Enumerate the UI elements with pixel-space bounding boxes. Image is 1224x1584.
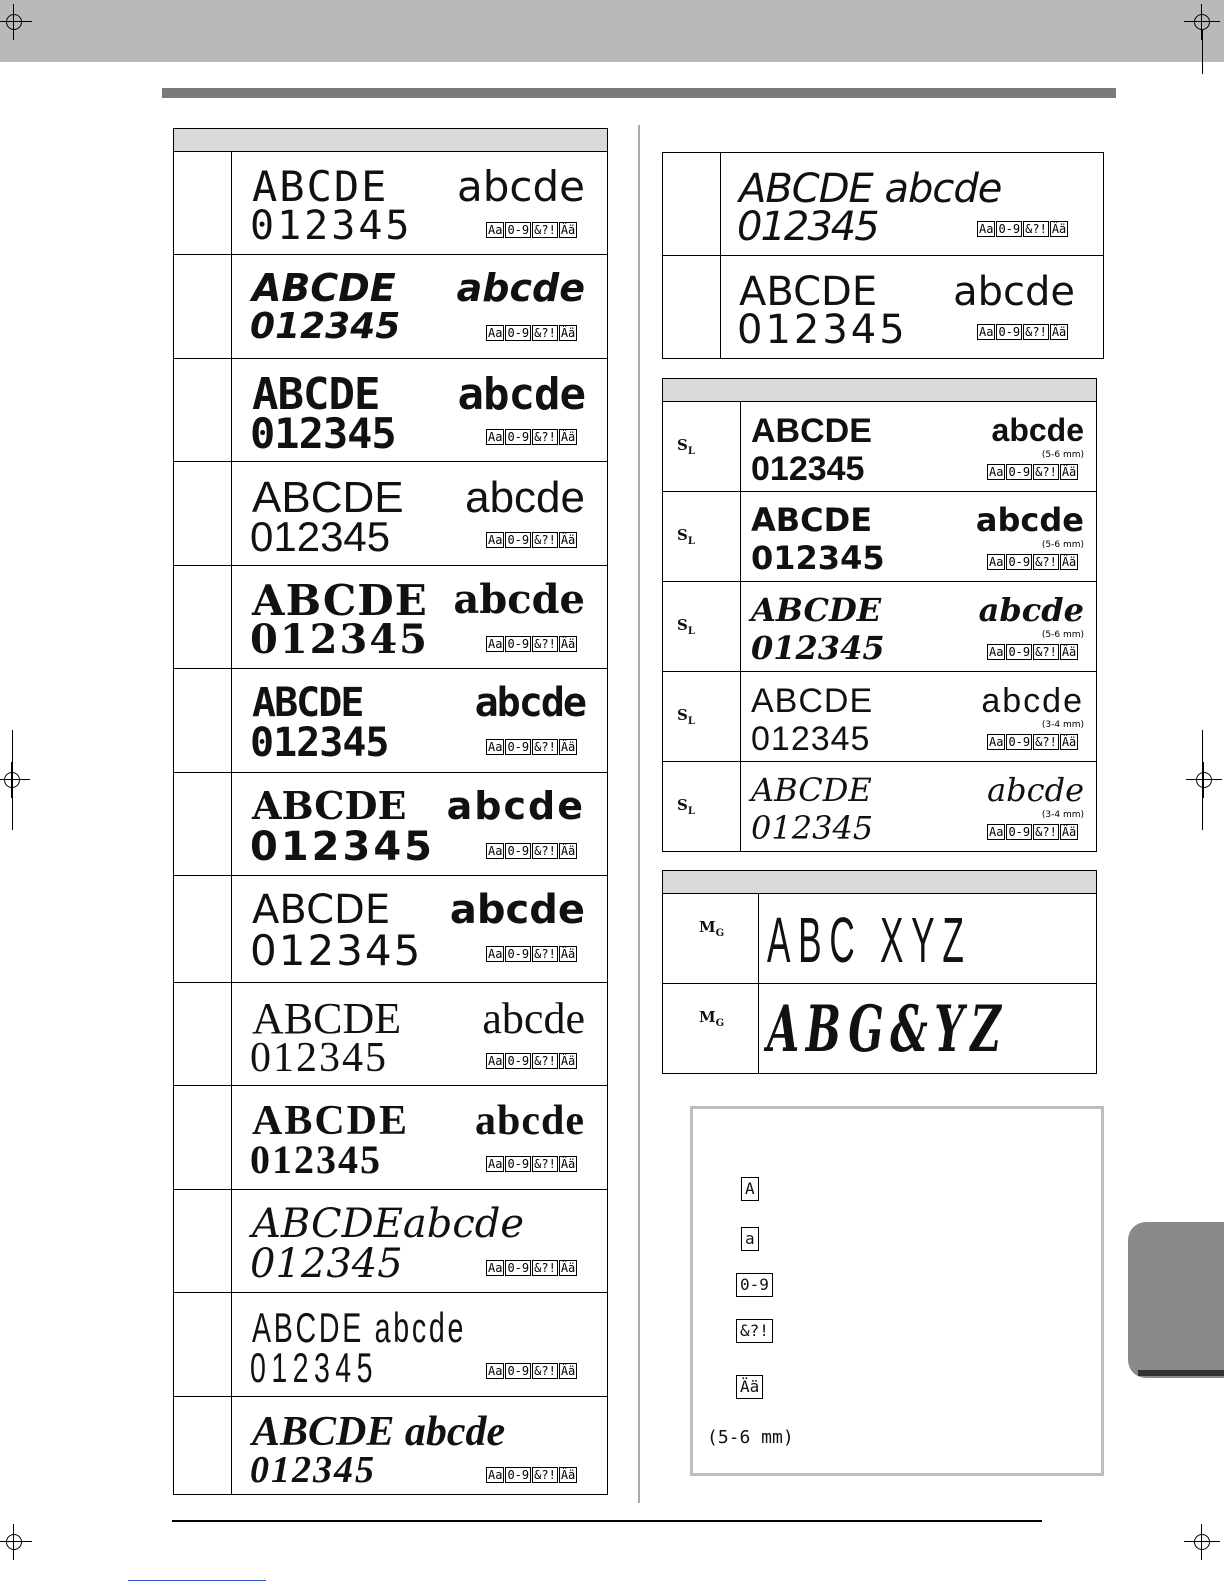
- charset-chip: Aa: [488, 947, 503, 961]
- charset-chip: 0-9: [507, 1261, 530, 1275]
- font-sample-lowercase: abcde: [475, 1098, 585, 1144]
- font-sample-cell: [232, 1293, 607, 1396]
- font-sample-digits: 012345: [250, 1137, 382, 1182]
- character-set-chips: [987, 734, 1078, 750]
- charset-chip: Ää: [560, 1468, 576, 1482]
- font-number-cell: [174, 152, 232, 254]
- charset-chip: 0-9: [507, 947, 530, 961]
- monogram-row: [663, 894, 1096, 984]
- font-number-cell: [174, 462, 232, 565]
- charset-chip: 0-9: [1008, 465, 1031, 479]
- legend-box: [690, 1106, 1104, 1476]
- font-table-right-top: [662, 152, 1104, 359]
- monogram-icon: $M_G$: [699, 1008, 725, 1029]
- legend-item-accented: [736, 1375, 763, 1399]
- font-row: [174, 152, 607, 255]
- crop-mark: [12, 730, 13, 830]
- charset-chip: Aa: [979, 222, 994, 236]
- charset-chip: Ää: [560, 740, 576, 754]
- charset-chip: 0-9: [1008, 825, 1031, 839]
- font-sample-uppercase: ABCDEabcde: [252, 1201, 525, 1247]
- small-font-icon: $S_L$: [677, 436, 695, 457]
- character-set-chips: [987, 464, 1078, 480]
- column-divider: [638, 125, 640, 1503]
- font-row: [174, 1086, 607, 1190]
- font-sample-lowercase: abcde: [991, 412, 1084, 448]
- charset-chip: 0-9: [507, 1157, 530, 1171]
- font-row: [174, 669, 607, 773]
- legend-size-note: (5-6 mm): [707, 1427, 794, 1448]
- legend-item-numbers: [736, 1273, 773, 1297]
- charset-chip: Aa: [488, 637, 503, 651]
- font-sample-lowercase: abcde: [453, 576, 585, 623]
- font-sample-lowercase: abcde: [978, 591, 1084, 629]
- font-sample-cell: [232, 1397, 607, 1494]
- character-set-chips: [486, 843, 577, 859]
- charset-chip: &?!: [534, 740, 556, 754]
- font-sample-uppercase: ABCDE: [252, 473, 404, 522]
- font-row: [663, 256, 1103, 358]
- character-set-chips: [486, 429, 577, 445]
- charset-chip: Aa: [989, 465, 1004, 479]
- font-icon-cell: [663, 984, 759, 1074]
- font-sample-uppercase: ABCDE: [751, 501, 873, 539]
- font-sample-uppercase: ABCDE: [252, 576, 428, 625]
- character-set-chips: [486, 1156, 577, 1172]
- charset-chip: &?!: [534, 1364, 556, 1378]
- font-sample-uppercase: ABCDE: [252, 994, 402, 1043]
- table-header: [663, 871, 1096, 894]
- font-number-cell: [174, 669, 232, 772]
- size-note: (5-6 mm): [1041, 540, 1084, 550]
- charset-chip: 0-9: [507, 430, 530, 444]
- charset-chip: Aa: [989, 555, 1004, 569]
- uppercase-icon: A: [741, 1177, 759, 1201]
- font-sample-cell: [232, 1086, 607, 1189]
- font-sample-cell: [232, 359, 607, 461]
- font-sample-digits: 012345: [250, 203, 413, 249]
- small-font-icon: $S_L$: [677, 706, 695, 727]
- charset-chip: 0-9: [507, 1054, 530, 1068]
- monogram-table: [662, 870, 1097, 1074]
- font-number-cell: [174, 1293, 232, 1396]
- font-sample-digits: 012345: [250, 1035, 388, 1081]
- charset-chip: &?!: [534, 430, 556, 444]
- symbols-icon: &?!: [736, 1319, 773, 1343]
- font-sample-lowercase: abcde: [975, 501, 1084, 539]
- charset-chip: Ää: [560, 844, 576, 858]
- small-font-row: [663, 582, 1096, 672]
- font-sample-cell: [232, 669, 607, 772]
- small-font-row: [663, 672, 1096, 762]
- size-note: (3-4 mm): [1041, 810, 1084, 820]
- font-sample-cell: [232, 1190, 607, 1292]
- character-set-chips: [977, 324, 1068, 340]
- charset-chip: &?!: [534, 1261, 556, 1275]
- charset-chip: &?!: [1025, 325, 1047, 339]
- font-number-cell: [174, 1086, 232, 1189]
- accented-icon: Ää: [736, 1375, 763, 1399]
- font-sample-uppercase: ABCDE: [252, 369, 380, 420]
- lowercase-icon: a: [741, 1227, 759, 1251]
- charset-chip: Ää: [1061, 555, 1077, 569]
- character-set-chips: [486, 1467, 577, 1483]
- font-sample-lowercase: abcde: [449, 887, 585, 933]
- font-sample-uppercase: ABCDE: [739, 269, 878, 315]
- charset-chip: 0-9: [507, 533, 530, 547]
- charset-chip: Aa: [488, 1261, 503, 1275]
- font-row: [174, 359, 607, 462]
- charset-chip: 0-9: [1008, 555, 1031, 569]
- font-row: [663, 153, 1103, 256]
- table-header: [174, 129, 607, 152]
- character-set-chips: [486, 1260, 577, 1276]
- charset-chip: &?!: [534, 223, 556, 237]
- font-sample-uppercase: ABCDE abcde: [252, 1409, 506, 1455]
- charset-chip: Ää: [1061, 465, 1077, 479]
- charset-chip: Ää: [560, 430, 576, 444]
- registration-mark-icon: [2, 10, 26, 34]
- font-sample-lowercase: abcde: [456, 266, 585, 310]
- legend-item-uppercase: [741, 1177, 759, 1201]
- font-sample-uppercase: ABCDE: [751, 591, 882, 629]
- registration-mark-icon: [2, 1530, 26, 1554]
- font-number-cell: [174, 566, 232, 668]
- font-row: [174, 1190, 607, 1293]
- registration-mark-icon: [1190, 1530, 1214, 1554]
- charset-chip: Aa: [488, 533, 503, 547]
- font-sample-digits: 012345: [250, 409, 396, 458]
- charset-chip: 0-9: [507, 223, 530, 237]
- charset-chip: 0-9: [507, 844, 530, 858]
- font-sample-digits: 012345: [250, 513, 391, 560]
- font-row: [174, 255, 607, 359]
- character-set-chips: [486, 222, 577, 238]
- font-icon-cell: [663, 402, 741, 491]
- footer-rule: [172, 1520, 1042, 1522]
- font-sample-cell: [741, 582, 1096, 671]
- charset-chip: Ää: [1061, 735, 1077, 749]
- font-row: [174, 566, 607, 669]
- font-sample-cell: [741, 402, 1096, 491]
- legend-item-symbols: [736, 1319, 773, 1343]
- font-sample-cell: [741, 492, 1096, 581]
- charset-chip: Ää: [560, 1157, 576, 1171]
- charset-chip: Aa: [989, 825, 1004, 839]
- font-icon-cell: [663, 582, 741, 671]
- font-sample-lowercase: abcde: [987, 771, 1084, 809]
- charset-chip: Ää: [560, 947, 576, 961]
- charset-chip: 0-9: [507, 1468, 530, 1482]
- size-note: (5-6 mm): [1041, 630, 1084, 640]
- numbers-icon: 0-9: [736, 1273, 773, 1297]
- font-sample-uppercase: ABCDE: [252, 783, 407, 828]
- charset-chip: Aa: [488, 326, 503, 340]
- charset-chip: Aa: [979, 325, 994, 339]
- font-sample-cell: [741, 762, 1096, 852]
- charset-chip: &?!: [534, 1157, 556, 1171]
- monogram-icon: $M_G$: [699, 918, 725, 939]
- font-sample-lowercase: abcde: [482, 994, 585, 1043]
- monogram-row: [663, 984, 1096, 1074]
- font-number-cell: [174, 255, 232, 358]
- small-font-icon: $S_L$: [677, 526, 695, 547]
- font-sample-digits: 012345: [250, 616, 429, 663]
- font-table-left: [173, 128, 608, 1495]
- monogram-sample-cell: [759, 894, 1096, 983]
- charset-chip: Aa: [488, 1364, 503, 1378]
- table-header: [663, 379, 1096, 402]
- charset-chip: &?!: [1035, 465, 1057, 479]
- monogram-sample-cell: [759, 984, 1096, 1074]
- small-font-icon: $S_L$: [677, 616, 695, 637]
- charset-chip: Ää: [560, 326, 576, 340]
- font-sample-cell: [232, 983, 607, 1085]
- character-set-chips: [486, 739, 577, 755]
- charset-chip: Ää: [560, 1364, 576, 1378]
- charset-chip: 0-9: [998, 325, 1021, 339]
- charset-chip: &?!: [534, 844, 556, 858]
- font-sample-uppercase: ABCDE: [252, 887, 391, 933]
- charset-chip: &?!: [534, 637, 556, 651]
- character-set-chips: [486, 636, 577, 652]
- font-number-cell: [174, 876, 232, 982]
- character-set-chips: [486, 532, 577, 548]
- font-sample-lowercase: abcde: [953, 269, 1075, 315]
- font-icon-cell: [663, 492, 741, 581]
- font-row: [174, 983, 607, 1086]
- font-icon-cell: [663, 762, 741, 852]
- charset-chip: &?!: [534, 947, 556, 961]
- charset-chip: Aa: [488, 1157, 503, 1171]
- charset-chip: 0-9: [507, 326, 530, 340]
- font-sample-uppercase: ABCDE: [252, 266, 396, 310]
- font-sample-uppercase: ABCDE abcde: [739, 166, 1002, 212]
- charset-chip: Aa: [488, 223, 503, 237]
- small-font-row: [663, 402, 1096, 492]
- charset-chip: Ää: [1061, 825, 1077, 839]
- charset-chip: Ää: [560, 1261, 576, 1275]
- character-set-chips: [486, 1363, 577, 1379]
- font-sample-digits: 012345: [250, 824, 435, 870]
- font-number-cell: [174, 983, 232, 1085]
- charset-chip: 0-9: [507, 1364, 530, 1378]
- charset-chip: &?!: [534, 1468, 556, 1482]
- charset-chip: Ää: [560, 637, 576, 651]
- font-icon-cell: [663, 672, 741, 761]
- header-rule: [162, 88, 1116, 98]
- font-sample-digits: 012345: [250, 306, 401, 347]
- font-sample-cell: [721, 256, 1103, 358]
- font-row: [174, 876, 607, 983]
- charset-chip: &?!: [1035, 825, 1057, 839]
- charset-chip: Aa: [989, 645, 1004, 659]
- font-sample-digits: 012345: [751, 629, 885, 667]
- charset-chip: Ää: [560, 1054, 576, 1068]
- charset-chip: &?!: [534, 326, 556, 340]
- font-sample-digits: 012345: [250, 720, 389, 766]
- font-sample-uppercase: ABCDE: [751, 682, 874, 720]
- charset-chip: Ää: [1051, 222, 1067, 236]
- font-number-cell: [174, 773, 232, 875]
- font-sample-digits: 012345: [250, 1344, 378, 1391]
- font-sample-uppercase: ABCDE: [252, 162, 389, 211]
- font-row: [174, 462, 607, 566]
- font-sample-cell: [232, 773, 607, 875]
- font-sample-lowercase: abcde: [981, 682, 1084, 720]
- character-set-chips: [977, 221, 1068, 237]
- charset-chip: 0-9: [507, 637, 530, 651]
- character-set-chips: [486, 325, 577, 341]
- font-icon-cell: [663, 894, 759, 983]
- font-sample-digits: 012345: [250, 926, 423, 975]
- font-number-cell: [663, 153, 721, 255]
- font-sample-cell: [232, 876, 607, 982]
- font-sample-uppercase: ABCDE: [252, 680, 363, 726]
- font-sample-digits: 012345: [751, 450, 865, 488]
- font-sample-cell: [232, 152, 607, 254]
- font-row: [174, 1293, 607, 1397]
- font-number-cell: [174, 1190, 232, 1292]
- font-sample-digits: 012345: [250, 1241, 403, 1287]
- font-number-cell: [663, 256, 721, 358]
- font-sample-lowercase: abcde: [474, 680, 585, 726]
- charset-chip: 0-9: [1008, 735, 1031, 749]
- font-sample-lowercase: abcde: [457, 162, 585, 211]
- font-sample-cell: [232, 462, 607, 565]
- charset-chip: Ää: [560, 223, 576, 237]
- font-sample-cell: [721, 153, 1103, 255]
- font-sample-digits: 012345: [737, 204, 878, 250]
- chapter-tab: [1128, 1222, 1224, 1378]
- character-set-chips: [486, 1053, 577, 1069]
- crop-mark: [1202, 730, 1203, 830]
- character-set-chips: [987, 644, 1078, 660]
- font-sample-uppercase: ABCDE abcde: [252, 1304, 467, 1351]
- charset-chip: Aa: [488, 1468, 503, 1482]
- monogram-sample: ABG&YZ: [767, 992, 1008, 1067]
- character-set-chips: [987, 554, 1078, 570]
- charset-chip: &?!: [1035, 735, 1057, 749]
- font-sample-cell: [741, 672, 1096, 761]
- font-sample-digits: 012345: [250, 1449, 376, 1491]
- size-note: (5-6 mm): [1041, 450, 1084, 460]
- font-sample-lowercase: abcde: [446, 784, 585, 828]
- font-sample-digits: 012345: [751, 720, 871, 758]
- charset-chip: Aa: [488, 844, 503, 858]
- charset-chip: 0-9: [507, 740, 530, 754]
- crop-mark: [1202, 30, 1203, 74]
- small-font-row: [663, 492, 1096, 582]
- charset-chip: &?!: [1035, 645, 1057, 659]
- font-number-cell: [174, 359, 232, 461]
- charset-chip: Ää: [1061, 645, 1077, 659]
- font-sample-lowercase: abcde: [465, 473, 585, 522]
- charset-chip: 0-9: [998, 222, 1021, 236]
- charset-chip: Aa: [488, 1054, 503, 1068]
- header-band: [0, 0, 1224, 62]
- small-font-row: [663, 762, 1096, 852]
- font-sample-digits: 012345: [737, 307, 908, 353]
- font-row: [174, 773, 607, 876]
- small-font-table: [662, 378, 1097, 852]
- size-note: (3-4 mm): [1041, 720, 1084, 730]
- charset-chip: Ää: [560, 533, 576, 547]
- charset-chip: Aa: [488, 740, 503, 754]
- font-sample-uppercase: ABCDE: [252, 1098, 410, 1144]
- font-number-cell: [174, 1397, 232, 1494]
- registration-mark-icon: [1192, 768, 1216, 792]
- charset-chip: &?!: [1035, 555, 1057, 569]
- font-row: [174, 1397, 607, 1494]
- font-sample-lowercase: abcde: [457, 369, 585, 420]
- footer-link-line: [128, 1580, 266, 1581]
- character-set-chips: [486, 946, 577, 962]
- charset-chip: Ää: [1051, 325, 1067, 339]
- font-sample-digits: 012345: [751, 539, 885, 577]
- charset-chip: &?!: [1025, 222, 1047, 236]
- font-sample-uppercase: ABCDE: [751, 412, 872, 450]
- character-set-chips: [987, 824, 1078, 840]
- charset-chip: Aa: [488, 430, 503, 444]
- charset-chip: &?!: [534, 533, 556, 547]
- charset-chip: Aa: [989, 735, 1004, 749]
- small-font-icon: $S_L$: [677, 796, 695, 817]
- legend-item-lowercase: [741, 1227, 759, 1251]
- font-sample-uppercase: ABCDE: [751, 771, 872, 809]
- font-sample-cell: [232, 566, 607, 668]
- font-sample-digits: 012345: [751, 809, 874, 847]
- monogram-sample: ABC XYZ: [767, 904, 972, 976]
- font-sample-cell: [232, 255, 607, 358]
- charset-chip: &?!: [534, 1054, 556, 1068]
- charset-chip: 0-9: [1008, 645, 1031, 659]
